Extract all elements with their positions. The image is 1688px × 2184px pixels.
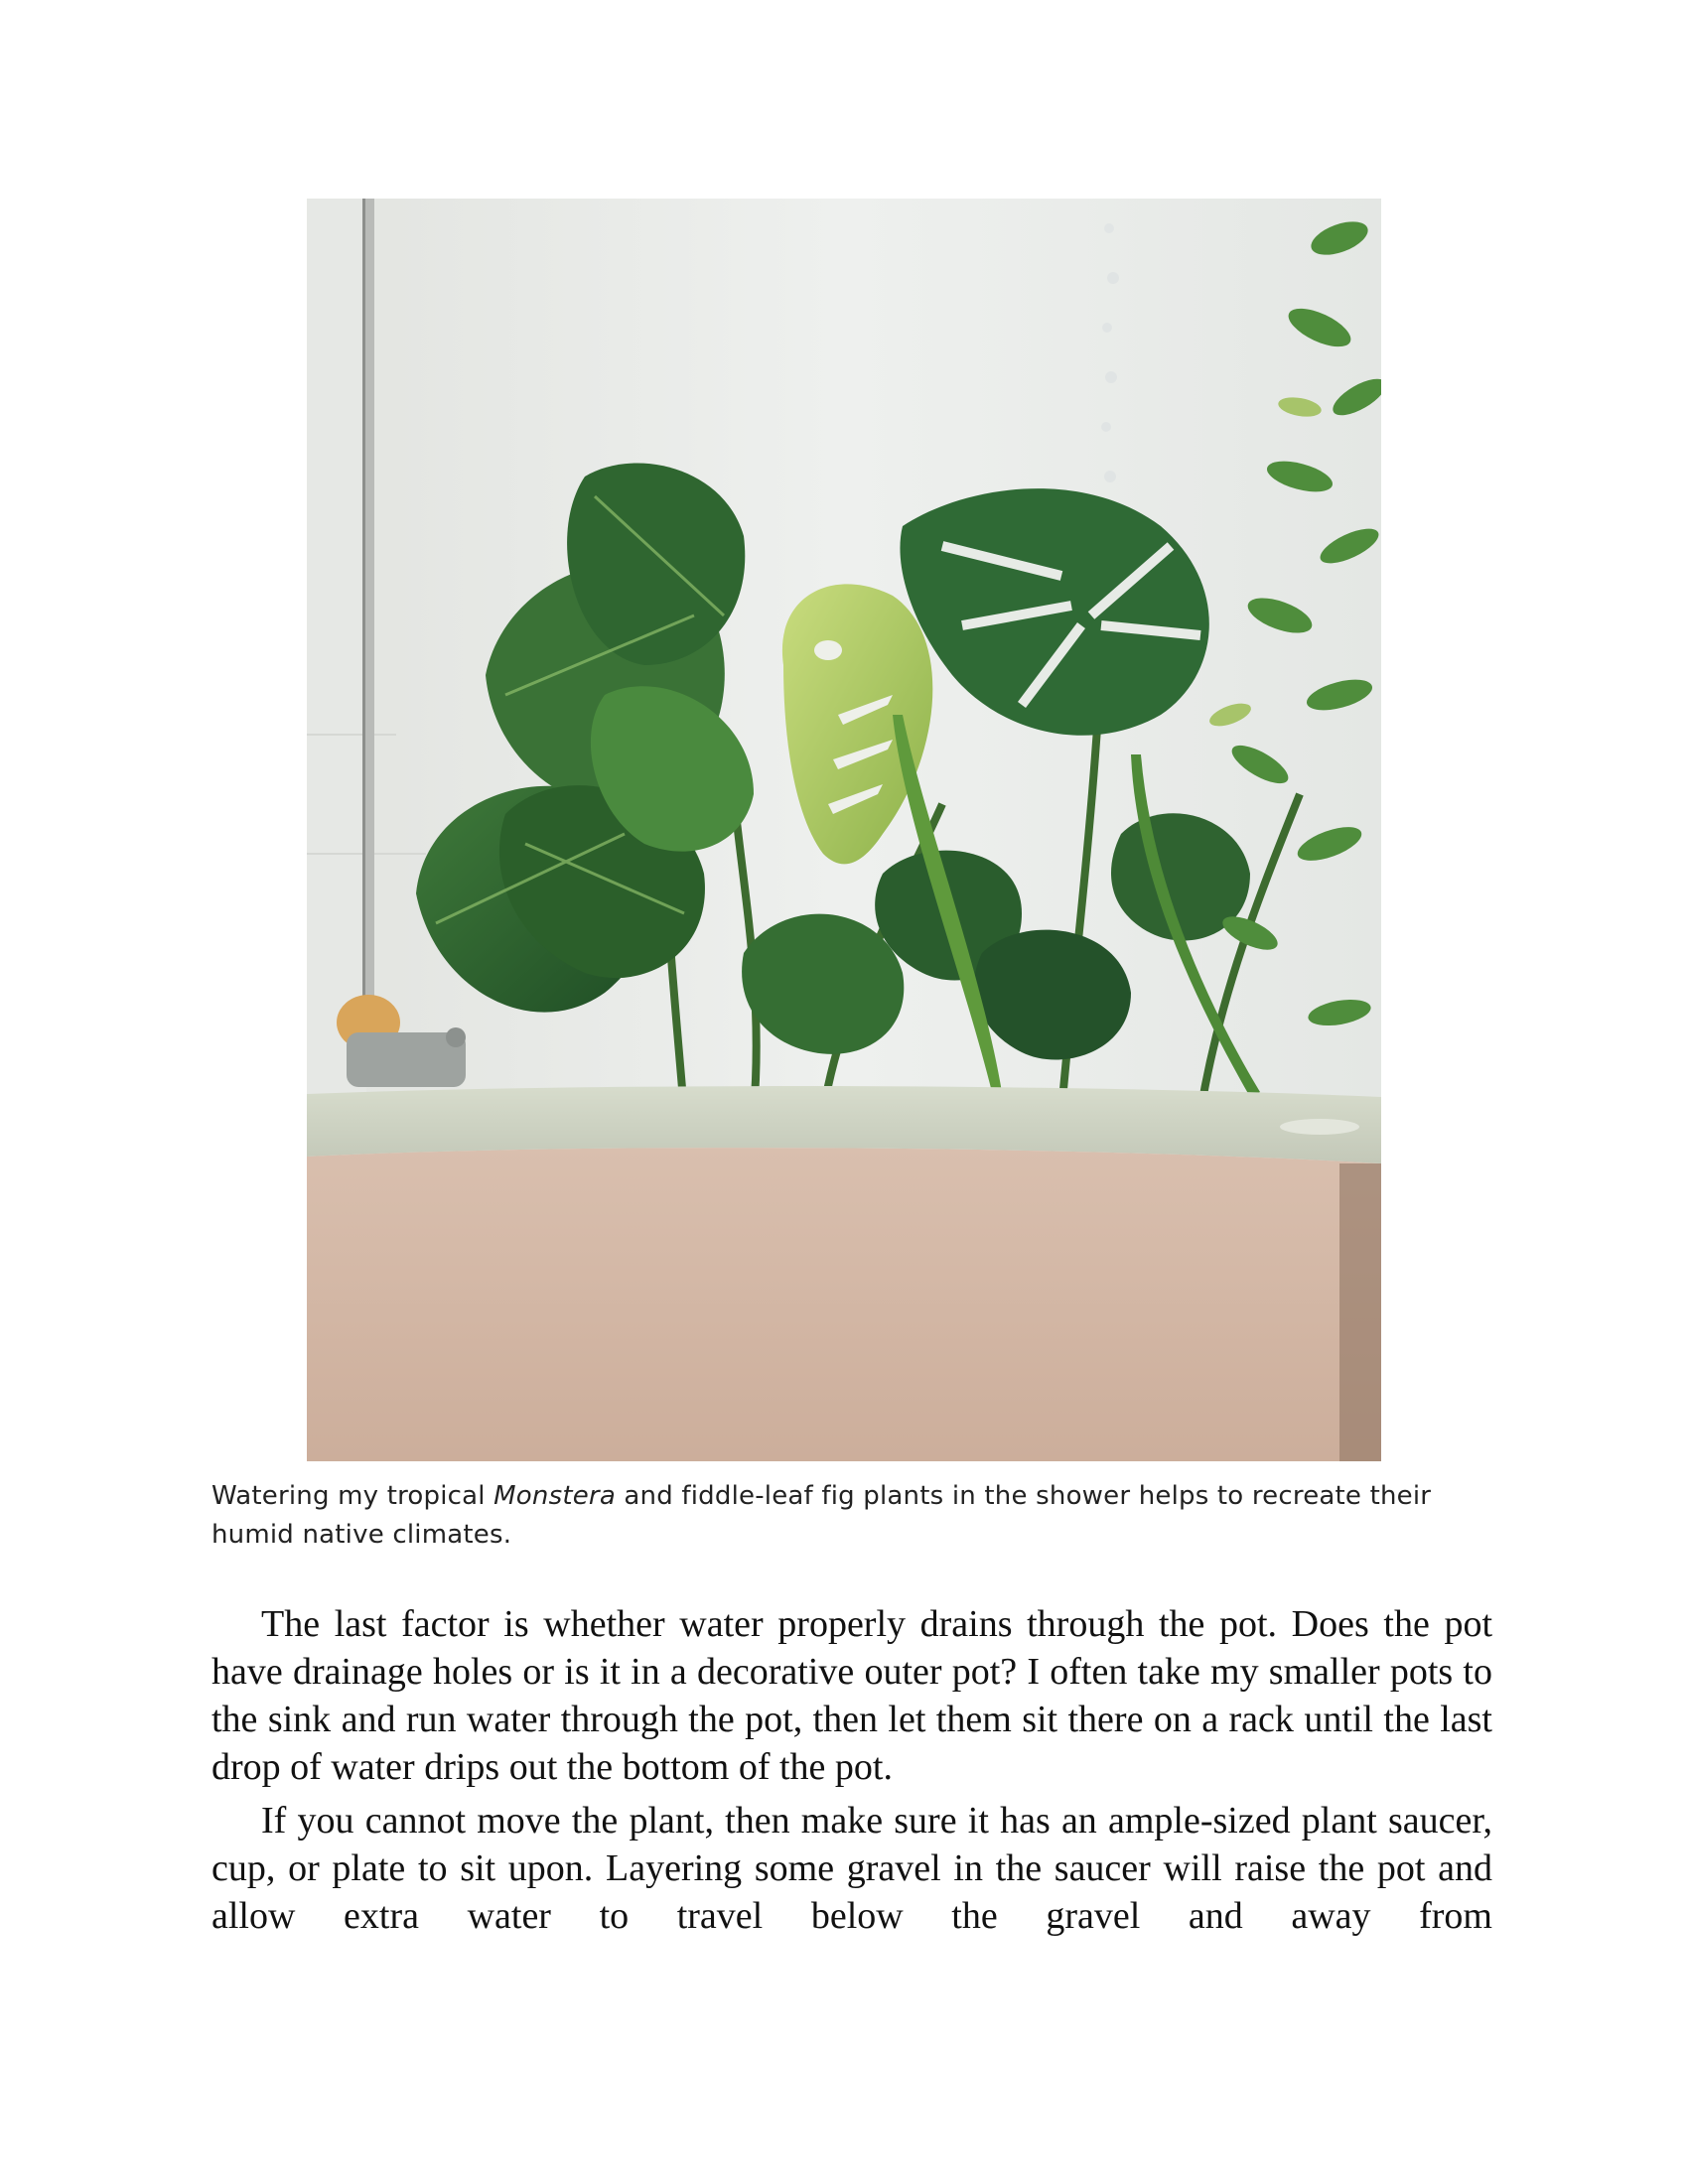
plant-photo-illustration	[307, 199, 1381, 1461]
paragraph-drainage: The last factor is whether water properly drains through the pot. Does the pot have drainage holes or is it in a decorative outer pot? I often take my smaller pots to the sink and run water through the pot, then let them sit there on a rack until the last drop of water drips out the bottom of the pot.	[211, 1603, 1492, 1788]
body-text	[211, 1600, 1492, 1946]
plant-photo	[307, 199, 1381, 1461]
figure-caption	[211, 1477, 1502, 1555]
caption-text-start: Watering my tropical	[211, 1481, 494, 1511]
caption-italic-term: Monstera	[493, 1481, 616, 1511]
caption-text-end: and fiddle-leaf fig plants in the shower helps to recreate their humid native climates.	[211, 1481, 1432, 1550]
paragraph-saucer: If you cannot move the plant, then make sure it has an ample-sized plant saucer, cup, or plate to sit upon. Layering some gravel in the saucer will raise the pot and allow extra water to travel below the gravel and away from	[211, 1800, 1492, 1937]
